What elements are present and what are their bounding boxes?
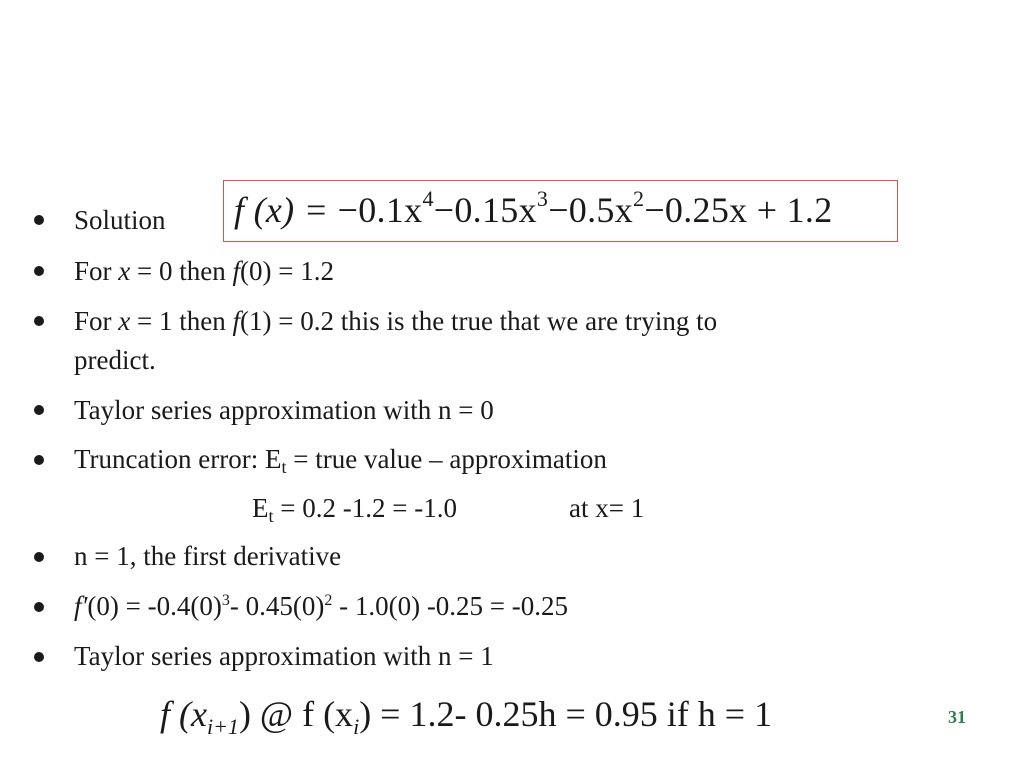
bullet-7	[34, 602, 44, 612]
line-derivative-value	[74, 590, 568, 622]
line6-b: = 0.2 -1.2 = -1.0	[273, 493, 457, 523]
line-for-x0	[74, 255, 334, 287]
line8-a: (0) = -0.4(0)	[87, 591, 222, 621]
line3-b: = 1 then	[130, 306, 233, 336]
line2-b: = 0 then	[130, 256, 233, 286]
bullet-2	[34, 266, 44, 276]
line8-b: - 0.45(0)	[229, 591, 325, 621]
line6-a: E	[252, 493, 269, 523]
line-predict: predict.	[74, 345, 156, 375]
line5-a: Truncation error: E	[74, 444, 282, 474]
bottom-sub-2: i	[353, 714, 360, 739]
line-at-x1: at x= 1	[569, 493, 645, 523]
bullet-8	[34, 652, 44, 662]
line-for-x1	[74, 305, 717, 337]
line-taylor-n1: Taylor series approximation with n = 1	[74, 641, 494, 671]
approximation-formula	[160, 692, 773, 739]
line2-f: f	[232, 256, 240, 286]
line2-c: (0) = 1.2	[239, 256, 334, 286]
line8-e1: 3	[221, 592, 230, 609]
line-first-derivative: n = 1, the first derivative	[74, 541, 342, 571]
bottom-sub-1: i+1	[206, 714, 239, 739]
function-formula	[234, 188, 833, 232]
line3-c: (1) = 0.2 this is the true that we are trying to	[239, 306, 718, 336]
bottom-b: ) @ f (x	[238, 694, 354, 734]
bullet-3	[34, 316, 44, 326]
formula-lhs: f (x) =	[234, 190, 338, 230]
line6-sub: t	[268, 506, 274, 526]
line8-c: - 1.0(0) -0.25 = -0.25	[332, 591, 569, 621]
bullet-5	[34, 455, 44, 465]
line-et-value	[252, 492, 457, 524]
page-number: 31	[948, 707, 966, 727]
line5-sub: t	[281, 457, 287, 477]
line8-e2: 2	[324, 592, 333, 609]
formula-term-4: −0.25x + 1.2	[644, 190, 833, 230]
line2-x: x	[118, 256, 131, 286]
bullet-4	[34, 405, 44, 415]
formula-term-1: −0.1x	[337, 190, 423, 230]
bottom-a: f (x	[160, 694, 207, 734]
line-taylor-n0: Taylor series approximation with n = 0	[74, 395, 494, 425]
bullet-1	[34, 215, 44, 225]
line8-f: f′	[74, 591, 88, 621]
bottom-c: ) = 1.2- 0.25h = 0.95 if h = 1	[359, 694, 773, 734]
formula-exp-1: 4	[422, 186, 434, 211]
formula-term-3: −0.5x	[548, 190, 634, 230]
line3-f: f	[232, 306, 240, 336]
line5-b: = true value – approximation	[286, 444, 607, 474]
line3-x: x	[118, 306, 131, 336]
line-truncation-error	[74, 443, 607, 475]
formula-exp-2: 3	[536, 186, 549, 211]
line2-a: For	[74, 256, 119, 286]
solution-label: Solution	[74, 205, 166, 235]
bullet-6	[34, 552, 44, 562]
line3-a: For	[74, 306, 119, 336]
formula-exp-3: 2	[633, 186, 645, 211]
formula-term-2: −0.15x	[433, 190, 537, 230]
